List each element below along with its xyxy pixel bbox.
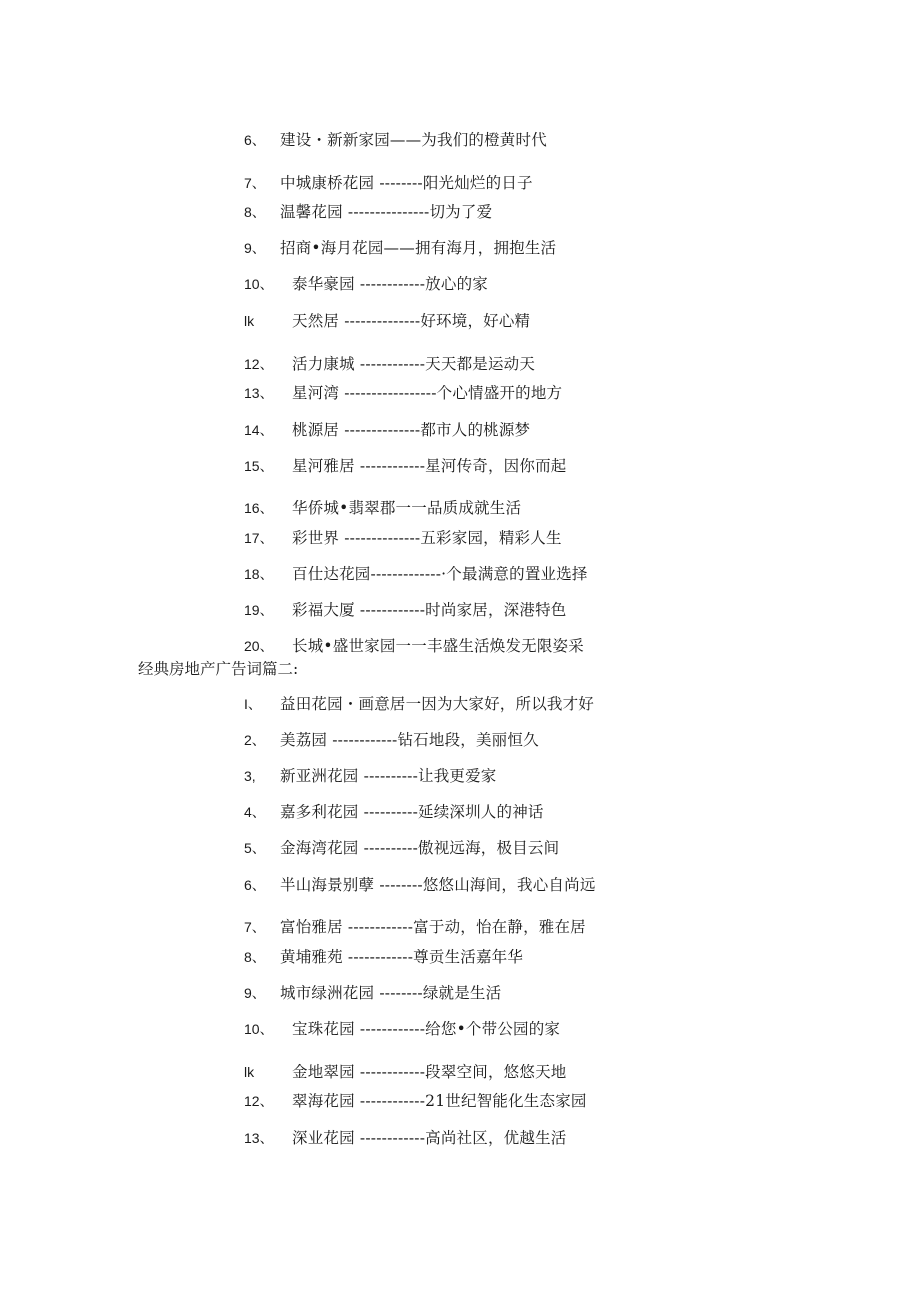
item-text: 星河湾 -----------------个心情盛开的地方 [292,384,563,402]
item-text: 长城•盛世家园一一丰盛生活焕发无限姿采 [292,637,584,655]
item-number: 12、 [244,356,274,372]
item-number: lk [244,1064,255,1080]
item-text: 城市绿洲花园 --------绿就是生活 [280,984,502,1002]
item-number: 9、 [244,240,266,256]
item-number: 8、 [244,204,266,220]
item-number: I、 [244,696,262,712]
item-number: 19、 [244,602,274,618]
item-text: 桃源居 --------------都市人的桃源梦 [292,421,531,439]
item-number: lk [244,313,255,329]
item-number: 14、 [244,422,274,438]
item-text: 温馨花园 ---------------切为了爱 [280,203,493,221]
item-text: 富怡雅居 ------------富于动，怡在静，雅在居 [280,918,586,936]
item-number: 17、 [244,530,274,546]
item-number: 4、 [244,804,266,820]
section-heading: 经典房地产广告词篇二: [138,660,299,678]
item-text: 中城康桥花园 --------阳光灿烂的日子 [280,174,533,192]
item-text: 百仕达花园-------------·个最满意的置业选择 [292,565,588,583]
item-text: 宝珠花园 ------------给您•个带公园的家 [292,1020,561,1038]
item-text: 活力康城 ------------天天都是运动天 [292,355,536,373]
item-text: 翠海花园 ------------21世纪智能化生态家园 [292,1092,587,1110]
item-text: 美荔园 ------------钻石地段，美丽恒久 [280,731,539,749]
item-text: 建设・新新家园——为我们的橙黄时代 [280,131,547,149]
item-number: 15、 [244,458,274,474]
item-text: 嘉多利花园 ----------延续深圳人的神话 [280,803,544,821]
item-number: 8、 [244,949,266,965]
item-text: 金地翠园 ------------段翠空间，悠悠天地 [292,1063,567,1081]
item-text: 泰华豪园 ------------放心的家 [292,275,488,293]
item-number: 5、 [244,840,266,856]
item-number: 3, [244,768,256,784]
item-text: 华侨城•翡翠郡一一品质成就生活 [292,499,522,517]
item-text: 金海湾花园 ----------傲视远海，极目云间 [280,839,560,857]
item-text: 深业花园 ------------高尚社区，优越生活 [292,1129,567,1147]
item-text: 天然居 --------------好环境，好心精 [292,312,531,330]
item-number: 6、 [244,877,266,893]
item-number: 9、 [244,985,266,1001]
item-text: 益田花园・画意居一因为大家好，所以我才好 [280,695,595,713]
item-number: 18、 [244,566,274,582]
item-number: 2、 [244,732,266,748]
item-text: 黄埔雅苑 ------------尊贡生活嘉年华 [280,948,524,966]
item-number: 7、 [244,919,266,935]
item-text: 招商•海月花园——拥有海月，拥抱生活 [280,239,557,257]
item-number: 12、 [244,1093,274,1109]
item-number: 6、 [244,132,266,148]
item-number: 20、 [244,638,274,654]
item-number: 13、 [244,1130,274,1146]
item-text: 彩福大厦 ------------时尚家居，深港特色 [292,601,567,619]
item-text: 彩世界 --------------五彩家园，精彩人生 [292,529,562,547]
item-text: 新亚洲花园 ----------让我更爱家 [280,767,497,785]
item-number: 13、 [244,385,274,401]
item-number: 10、 [244,1021,274,1037]
item-text: 星河雅居 ------------星河传奇，因你而起 [292,457,567,475]
item-text: 半山海景别孽 --------悠悠山海间，我心自尚远 [280,876,596,894]
item-number: 10、 [244,276,274,292]
item-number: 16、 [244,500,274,516]
item-number: 7、 [244,175,266,191]
